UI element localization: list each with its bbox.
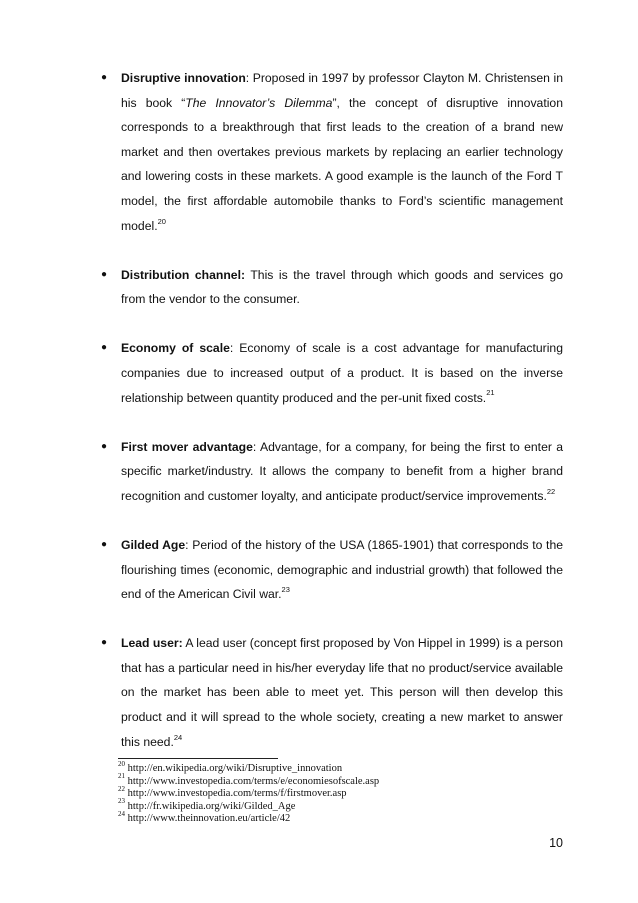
glossary-item-economy-of-scale: ● Economy of scale: Economy of scale is a cost advantage for manufacturing companies due to increased output of a product. It is based on the inverse relationship between quantity produced and the per-unit fixed costs.$^{21}$: [95, 336, 563, 410]
glossary-term: Disruptive innovation: [121, 71, 246, 85]
glossary-definition-continued: ”, the concept of disruptive innovation corresponds to a breakthrough that first leads to the creation of a brand new market and then overtakes previous markets by replacing an earlier technology and lowering costs in these markets. A good example is the launch of the Ford T model, the first affordable automobile thanks to Ford’s scientific management model.: [121, 95, 563, 233]
glossary-item-first-mover-advantage: ● First mover advantage: Advantage, for a company, for being the first to enter a specific market/industry. It allows the company to benefit from a higher brand recognition and customer loyalty, and anticipate product/service improvements.$^{22}$: [95, 435, 563, 509]
footnote-number: 24: [118, 809, 125, 818]
glossary-term: Gilded Age: [121, 537, 186, 552]
glossary-term: Lead user:: [121, 636, 183, 651]
footnote-link[interactable]: http://en.wikipedia.org/wiki/Disruptive_innovation: [127, 763, 343, 774]
footnote-separator: [118, 758, 278, 759]
bullet-icon: ●: [101, 342, 108, 354]
footnote-ref[interactable]: 24: [173, 732, 183, 742]
glossary-term: Economy of scale: [121, 341, 230, 356]
glossary-term: Distribution channel:: [121, 267, 246, 282]
bullet-icon: ●: [101, 538, 108, 550]
glossary-list: [95, 66, 563, 754]
bullet-icon: ●: [101, 72, 108, 83]
glossary-definition: Economy of scale is a cost advantage for manufacturing companies due to increased output of a product. It is based on the inverse relationship between quantity produced and the per-unit fixed costs.: [121, 341, 563, 405]
footnote: [118, 797, 538, 814]
glossary-definition: Proposed in 1997 by professor Clayton M. Christensen in his book “: [121, 71, 563, 110]
footnote-ref[interactable]: 20: [157, 216, 166, 226]
footnote-link[interactable]: http://www.theinnovation.eu/article/42: [127, 813, 291, 825]
footnote: [118, 772, 538, 789]
footnote-number: 20: [118, 759, 125, 768]
book-title: The Innovator’s Dilemma: [185, 95, 333, 110]
bullet-icon: ●: [101, 637, 108, 649]
glossary-item-gilded-age: ● Gilded Age: Period of the history of the USA (1865-1901) that corresponds to the flourishing times (economic, demographic and industrial growth) that followed the end of the American Civil war.$^{23}$: [95, 533, 563, 607]
glossary-item-lead-user: [95, 631, 563, 754]
footnote-ref[interactable]: 21: [486, 388, 495, 398]
glossary-item-distribution-channel: [95, 263, 563, 312]
glossary-definition: This is the travel through which goods and services go from the vendor to the consumer.: [121, 267, 563, 307]
footnote-ref[interactable]: 23: [281, 585, 290, 595]
glossary-term: First mover advantage: [121, 439, 253, 454]
footnote: [118, 759, 538, 776]
bullet-icon: ●: [101, 268, 108, 280]
footnote-link[interactable]: http://fr.wikipedia.org/wiki/Gilded_Age: [127, 800, 296, 812]
footnotes: [118, 759, 538, 826]
glossary-definition: Advantage, for a company, for being the first to enter a specific market/industry. It allows the company to benefit from a higher brand recognition and customer loyalty, and anticipate product/service improvements.: [121, 439, 564, 503]
footnote: [118, 809, 538, 826]
glossary-definition: A lead user (concept first proposed by Von Hippel in 1999) is a person that has a particular need in his/her everyday life that no product/service available on the market has been able to meet yet. This person will then develop this product and it will spread to the whole society, creating a new market to answer this need.: [121, 636, 563, 749]
footnote-number: 23: [118, 797, 125, 806]
glossary-item-disruptive-innovation: ● Disruptive innovation: Proposed in 1997 by professor Clayton M. Christensen in his book “The Innovator’s Dilemma”, the concept of disruptive innovation corresponds to a breakthrough that first leads to the creation of a brand new market and then overtakes previous markets by replacing an earlier technology and lowering costs in these markets. A good example is the launch of the Ford T model, the first affordable automobile thanks to Ford’s scientific management model.$^{20}$: [95, 66, 563, 238]
footnote-number: 21: [118, 772, 125, 781]
footnote-ref[interactable]: 22: [546, 486, 556, 496]
page-number: 10: [549, 836, 563, 850]
glossary-definition: Period of the history of the USA (1865-1901) that corresponds to the flourishing times (economic, demographic and industrial growth) that followed the end of the American Civil war.: [121, 537, 563, 602]
bullet-icon: ●: [101, 440, 108, 452]
footnote: [118, 784, 538, 801]
footnote-number: 22: [118, 784, 125, 793]
footnote-link[interactable]: http://www.investopedia.com/terms/e/economiesofscale.asp: [127, 775, 380, 787]
footnote-link[interactable]: http://www.investopedia.com/terms/f/firstmover.asp: [127, 788, 347, 800]
